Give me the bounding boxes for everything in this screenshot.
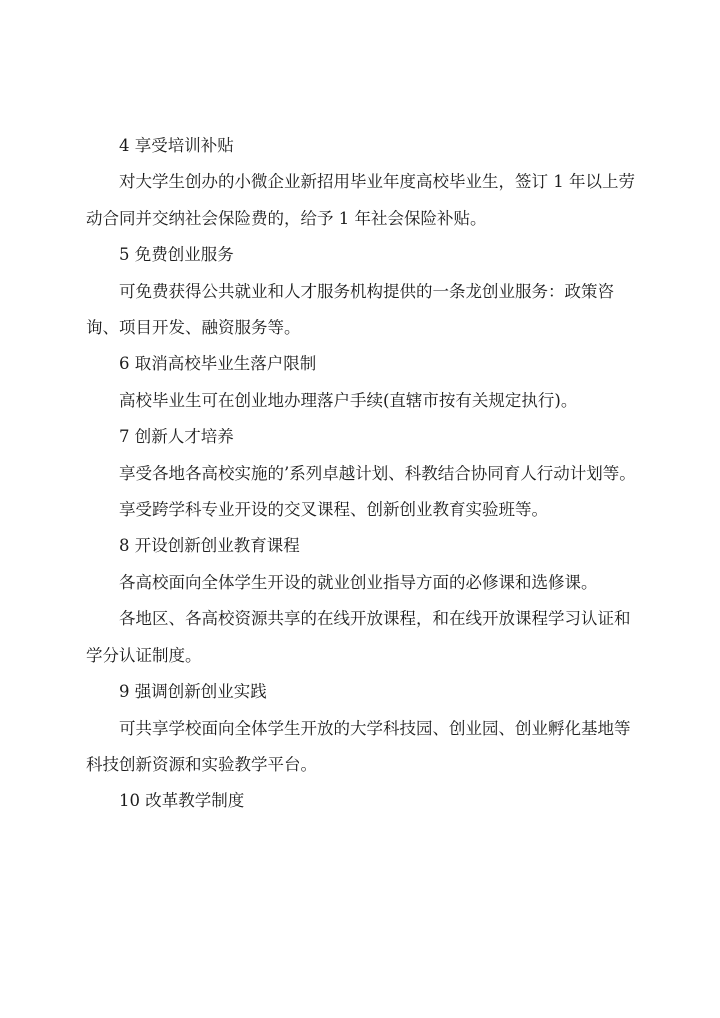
paragraph-social-insurance-subsidy: 对大学生创办的小微企业新招用毕业年度高校毕业生，签订 1 年以上劳动合同并交纳社会保险费的，给予 1 年社会保险补贴。: [86, 172, 635, 228]
section-heading-education-courses: 8 开设创新创业教育课程: [119, 536, 300, 556]
paragraph-required-elective-courses: 各高校面向全体学生开设的就业创业指导方面的必修课和选修课。: [119, 572, 598, 592]
paragraph-one-stop-service: 可免费获得公共就业和人才服务机构提供的一条龙创业服务：政策咨询、项目开发、融资服务等。: [86, 281, 614, 338]
section-heading-teaching-reform: 10 改革教学制度: [119, 791, 245, 811]
section-heading-practice: 9 强调创新创业实践: [119, 682, 267, 702]
section-heading-talent-cultivation: 7 创新人才培养: [119, 427, 234, 447]
paragraph-science-parks: 可共享学校面向全体学生开放的大学科技园、创业园、创业孵化基地等科技创新资源和实验教学平台。: [86, 718, 631, 774]
paragraph-excellence-programs: 享受各地各高校实施的’系列卓越计划、科教结合协同育人行动计划等。: [119, 463, 636, 483]
section-heading-training-subsidy: 4 享受培训补贴: [119, 136, 234, 155]
paragraph-interdisciplinary-courses: 享受跨学科专业开设的交叉课程、创新创业教育实验班等。: [119, 500, 548, 520]
section-heading-free-startup-service: 5 免费创业服务: [119, 245, 234, 265]
paragraph-settlement-procedure: 高校毕业生可在创业地办理落户手续(直辖市按有关规定执行)。: [119, 390, 578, 410]
document-body: [86, 128, 642, 820]
section-heading-settlement-restriction: 6 取消高校毕业生落户限制: [119, 354, 317, 374]
paragraph-online-open-courses: 各地区、各高校资源共享的在线开放课程，和在线开放课程学习认证和学分认证制度。: [86, 609, 631, 665]
